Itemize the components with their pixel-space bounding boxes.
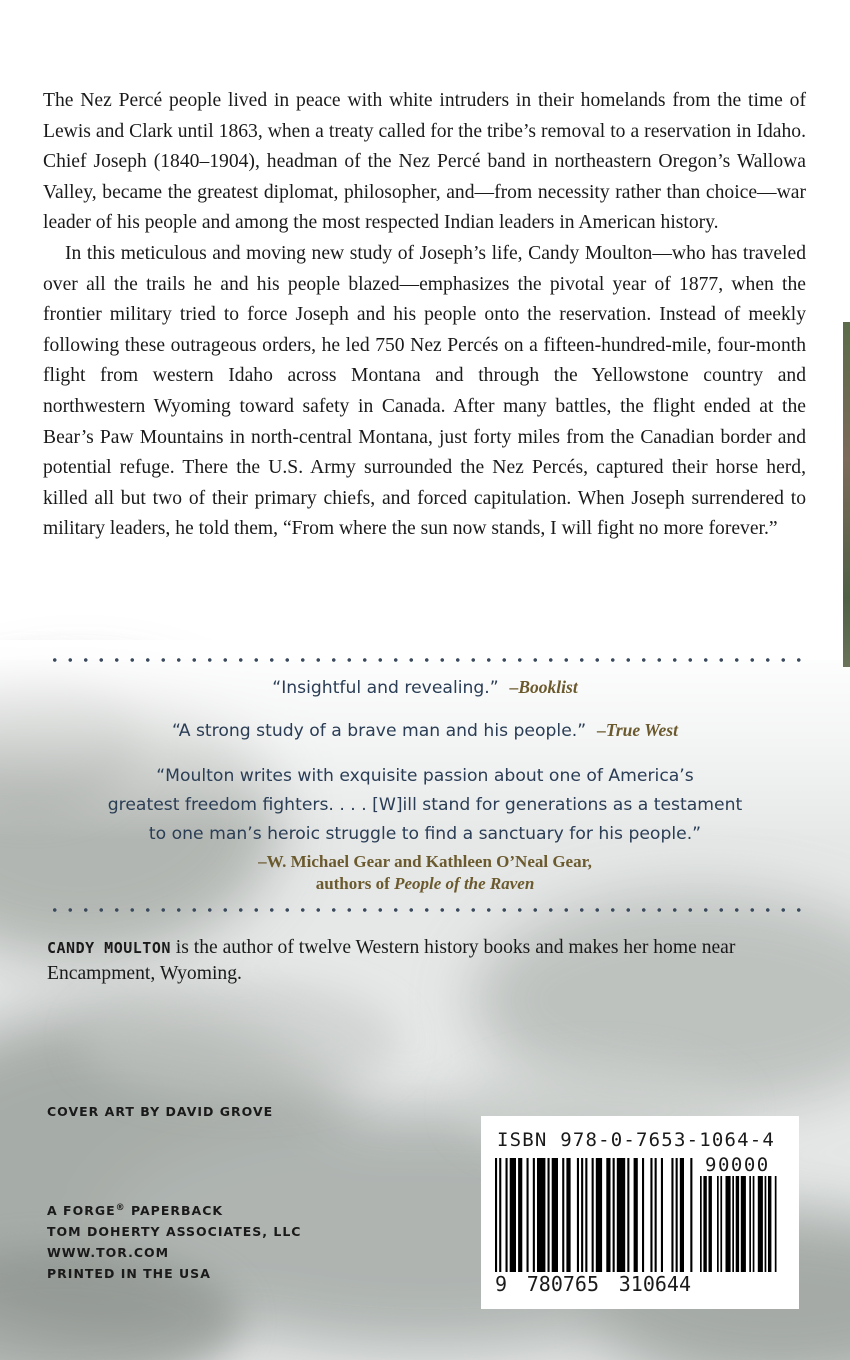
barcode-bar: [768, 1176, 771, 1272]
attribution-book-line: [0, 873, 850, 895]
imprint-line-2: TOM DOHERTY ASSOCIATES, LLC: [47, 1224, 302, 1240]
isbn-number: ISBN 978-0-7653-1064-4: [497, 1129, 776, 1151]
review-quote-gear: [0, 762, 850, 849]
barcode-bar: [566, 1158, 570, 1272]
quote-source: –True West: [597, 720, 678, 740]
imprint-line-1: [47, 1198, 301, 1221]
quote-source: –Booklist: [509, 677, 578, 697]
attribution-prefix: authors of: [315, 874, 390, 893]
barcode-bar: [495, 1158, 497, 1272]
imprint-forge: A FORGE: [47, 1203, 116, 1219]
barcode-bar: [562, 1158, 564, 1272]
imprint-line-3: WWW.TOR.COM: [47, 1245, 170, 1261]
barcode-bar: [765, 1176, 767, 1272]
barcode-bar: [627, 1158, 629, 1272]
ean-left-group: 780765: [526, 1272, 600, 1296]
barcode-bar: [613, 1158, 615, 1272]
barcode-bar: [753, 1176, 755, 1272]
barcode-bar: [676, 1158, 678, 1272]
ean-barcode: [495, 1158, 695, 1272]
ean-first-digit: 9: [495, 1272, 508, 1296]
barcode-bar: [671, 1158, 673, 1272]
barcode-bar: [518, 1158, 522, 1272]
barcode-bar: [700, 1176, 702, 1272]
barcode-bar: [585, 1158, 587, 1272]
quote-text: “Insightful and revealing.”: [272, 678, 499, 698]
attribution-book-title: People of the Raven: [394, 874, 535, 893]
barcode-bar: [775, 1176, 777, 1272]
ean-right-group: 310644: [618, 1272, 691, 1296]
dotted-divider-top: [47, 657, 812, 663]
barcode-bar: [655, 1158, 657, 1272]
barcode-bar: [720, 1176, 722, 1272]
barcode-bar: [732, 1176, 734, 1272]
registered-mark: ®: [115, 1203, 126, 1213]
blurb-paragraph-1: The Nez Percé people lived in peace with white intruders in their homelands from the time of Lewis and Clark until 1863, when a treaty called for the tribe’s removal to a reservation in Idaho. Chief Joseph (1840–1904), headman of the Nez Percé band in northeastern Oregon’s Wallowa Valley, became the greatest diplomat, philosopher, and—from necessity rather than choice—war leader of his people and among the most respected Indian leaders in American history.: [43, 90, 806, 234]
barcode-bar: [506, 1158, 508, 1272]
barcode-bar: [709, 1176, 712, 1272]
quote-line: “Moulton writes with exquisite passion about one of America’s: [156, 766, 694, 786]
barcode-bar: [650, 1158, 652, 1272]
review-quote-true-west: [0, 720, 850, 741]
publisher-imprint: [47, 1198, 301, 1284]
author-bio-text: is the author of twelve Western history books and makes her home near Encampment, Wyoming.: [47, 937, 736, 984]
addon-barcode: [700, 1176, 786, 1272]
barcode-bar: [703, 1176, 706, 1272]
quote-text: “A strong study of a brave man and his people.”: [172, 721, 587, 741]
ean-digits: [495, 1272, 691, 1296]
quote-line: greatest freedom fighters. . . . [W]ill stand for generations as a testament: [107, 795, 743, 815]
barcode-bar: [741, 1176, 746, 1272]
barcode-bar: [537, 1158, 545, 1272]
cover-art-credit: COVER ART BY DAVID GROVE: [47, 1104, 274, 1119]
barcode-bar: [642, 1158, 644, 1272]
barcode-bar: [592, 1158, 594, 1272]
barcode-bar: [548, 1158, 550, 1272]
barcode-bar: [749, 1176, 751, 1272]
barcode-bar: [736, 1176, 739, 1272]
imprint-paperback: PAPERBACK: [125, 1203, 224, 1219]
barcode-bar: [499, 1158, 501, 1272]
barcode-bar: [577, 1158, 579, 1272]
photo-edge-strip: [843, 322, 850, 667]
barcode-bar: [634, 1158, 638, 1272]
review-quote-booklist: [0, 677, 850, 698]
author-bio: [47, 935, 817, 987]
book-blurb: [43, 86, 806, 545]
barcode-bar: [661, 1158, 663, 1272]
imprint-line-4: PRINTED IN THE USA: [47, 1266, 211, 1282]
barcode-panel: [481, 1116, 799, 1309]
barcode-bar: [726, 1176, 731, 1272]
barcode-bar: [533, 1158, 535, 1272]
barcode-bar: [596, 1158, 602, 1272]
barcode-bar: [680, 1158, 684, 1272]
barcode-bar: [606, 1158, 610, 1272]
barcode-bar: [510, 1158, 516, 1272]
price-code: 90000: [705, 1154, 770, 1176]
barcode-bar: [717, 1176, 719, 1272]
barcode-bar: [552, 1158, 558, 1272]
blurb-paragraph-2: In this meticulous and moving new study of Joseph’s life, Candy Moulton—who has traveled over all the trails he and his people blazed—emphasizes the pivotal year of 1877, when the frontier military tried to force Joseph and his people onto the reservation. Instead of meekly following these outrageous orders, he led 750 Nez Percés on a fifteen-hundred-mile, four-month flight from western Idaho across Montana and through the Yellowstone country and northwestern Wyoming toward safety in Canada. After many battles, the flight ended at the Bear’s Paw Mountains in north-central Montana, just forty miles from the Canadian border and potential refuge. There the U.S. Army surrounded the Nez Percés, captured their horse herd, killed all but two of their primary chiefs, and forced capitulation. When Joseph surrendered to military leaders, he told them, “From where the sun now stands, I will fight no more forever.”: [43, 242, 806, 540]
barcode-bar: [690, 1158, 692, 1272]
barcode-bar: [581, 1158, 583, 1272]
quote-attribution: [0, 851, 850, 895]
dotted-divider-bottom: [47, 907, 812, 913]
barcode-bar: [758, 1176, 763, 1272]
author-name: CANDY MOULTON: [47, 939, 171, 957]
attribution-authors: –W. Michael Gear and Kathleen O’Neal Gear,: [258, 852, 592, 871]
barcode-bar: [617, 1158, 625, 1272]
barcode-bar: [527, 1158, 529, 1272]
quote-line: to one man’s heroic struggle to find a sanctuary for his people.”: [148, 824, 702, 844]
